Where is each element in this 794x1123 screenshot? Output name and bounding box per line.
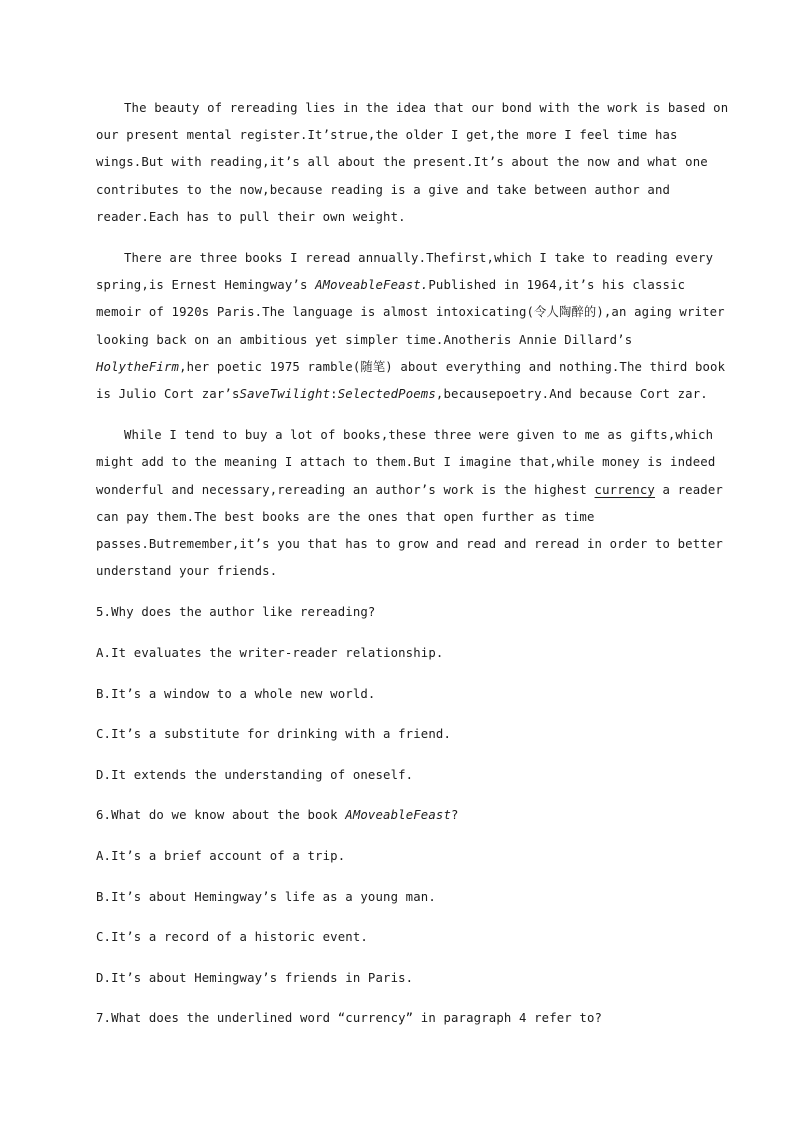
question-6 (96, 802, 696, 1005)
text-segment: can pay them.The best books are the ones that open further as time (96, 509, 595, 524)
question-stem (96, 599, 696, 640)
text-segment: ,her poetic 1975 ramble(随笔) about everything and nothing.The third book (179, 359, 726, 374)
paragraph-line (96, 272, 696, 299)
paragraph-1 (96, 95, 729, 231)
answer-option-d: D.It extends the understanding of oneself. (96, 767, 414, 782)
text-segment: spring,is Ernest Hemingway’s (96, 278, 316, 293)
text-segment: : (330, 387, 338, 402)
text-segment: memoir of 1920s Paris.The language is almost intoxicating(令人陶醉的),an aging writer (96, 305, 725, 320)
answer-option-d: D.It’s about Hemingway’s friends in Paris. (96, 970, 414, 985)
italic-title-text: SaveTwilight (239, 387, 331, 402)
paragraph-line (96, 504, 696, 531)
underlined-word: currency (594, 482, 655, 497)
text-segment: 5.Why does the author like rereading? (96, 605, 376, 620)
text-segment: might add to the meaning I attach to them.But I imagine that,while money is indeed (96, 455, 716, 470)
text-segment: The beauty of rereading lies in the idea that our bond with the work is based on (124, 101, 729, 115)
paragraph-line (96, 558, 696, 585)
text-segment: reader.Each has to pull their own weight. (96, 209, 406, 224)
question-stem (96, 802, 696, 843)
answer-option-c: C.It’s a record of a historic event. (96, 930, 368, 945)
paragraph-line (96, 245, 714, 272)
paragraph-line (96, 149, 708, 176)
italic-title-text: SelectedPoems (337, 387, 436, 402)
text-segment: ? (451, 808, 459, 823)
answer-option-c: C.It’s a substitute for drinking with a friend. (96, 727, 452, 742)
text-segment: ,becausepoetry.And because Cort zar. (435, 387, 708, 402)
paragraph-line (96, 327, 696, 354)
answer-option-a: A.It’s a brief account of a trip. (96, 849, 346, 864)
text-segment: a reader (654, 482, 723, 497)
paragraph-line (96, 95, 729, 122)
text-segment: is Julio Cort zar’s (96, 387, 240, 402)
paragraph-line (96, 354, 726, 381)
text-segment: contributes to the now,because reading is a give and take between author and (96, 182, 671, 197)
paragraph-line (96, 422, 714, 449)
answer-option-b: B.It’s about Hemingway’s life as a young man. (96, 889, 436, 904)
paragraph-line (96, 381, 708, 408)
italic-title-text: HolytheFirm (96, 359, 180, 374)
text-segment: There are three books I reread annually.Thefirst,which I take to reading every (124, 251, 714, 266)
text-segment: passes.Butremember,it’s you that has to grow and read and reread in order to better (96, 537, 723, 552)
paragraph-3 (96, 422, 723, 585)
paragraph-line (96, 449, 716, 476)
paragraph-line (96, 204, 696, 231)
text-segment: 7.What does the underlined word “currency” in paragraph 4 refer to? (96, 1011, 603, 1026)
paragraph-line (96, 299, 725, 326)
text-segment: Published in 1964,it’s his classic (428, 278, 686, 293)
question-stem (96, 1005, 696, 1046)
reading-passage (96, 95, 729, 585)
italic-title-text: AMoveableFeast (345, 808, 452, 823)
paragraph-line (96, 477, 723, 504)
text-segment: looking back on an ambitious yet simpler time.Anotheris Annie Dillard’s (96, 332, 633, 347)
question-7 (96, 1005, 696, 1046)
paragraph-2 (96, 245, 726, 408)
paragraph-line (96, 177, 696, 204)
text-segment: our present mental register.It’strue,the older I get,the more I feel time has (96, 128, 678, 143)
question-list (96, 599, 696, 1046)
italic-title-text: AMoveableFeast. (315, 278, 429, 293)
paragraph-line (96, 122, 696, 149)
text-segment: wonderful and necessary,rereading an author’s work is the highest (96, 482, 595, 497)
text-segment: While I tend to buy a lot of books,these three were given to me as gifts,which (124, 428, 714, 443)
text-segment: wings.But with reading,it’s all about the present.It’s about the now and what one (96, 155, 708, 170)
text-segment: understand your friends. (96, 564, 278, 579)
answer-option-a: A.It evaluates the writer-reader relationship. (96, 646, 444, 661)
document-page (96, 95, 729, 1046)
paragraph-line (96, 531, 723, 558)
question-5 (96, 599, 696, 802)
text-segment: 6.What do we know about the book (96, 808, 346, 823)
answer-option-b: B.It’s a window to a whole new world. (96, 686, 376, 701)
